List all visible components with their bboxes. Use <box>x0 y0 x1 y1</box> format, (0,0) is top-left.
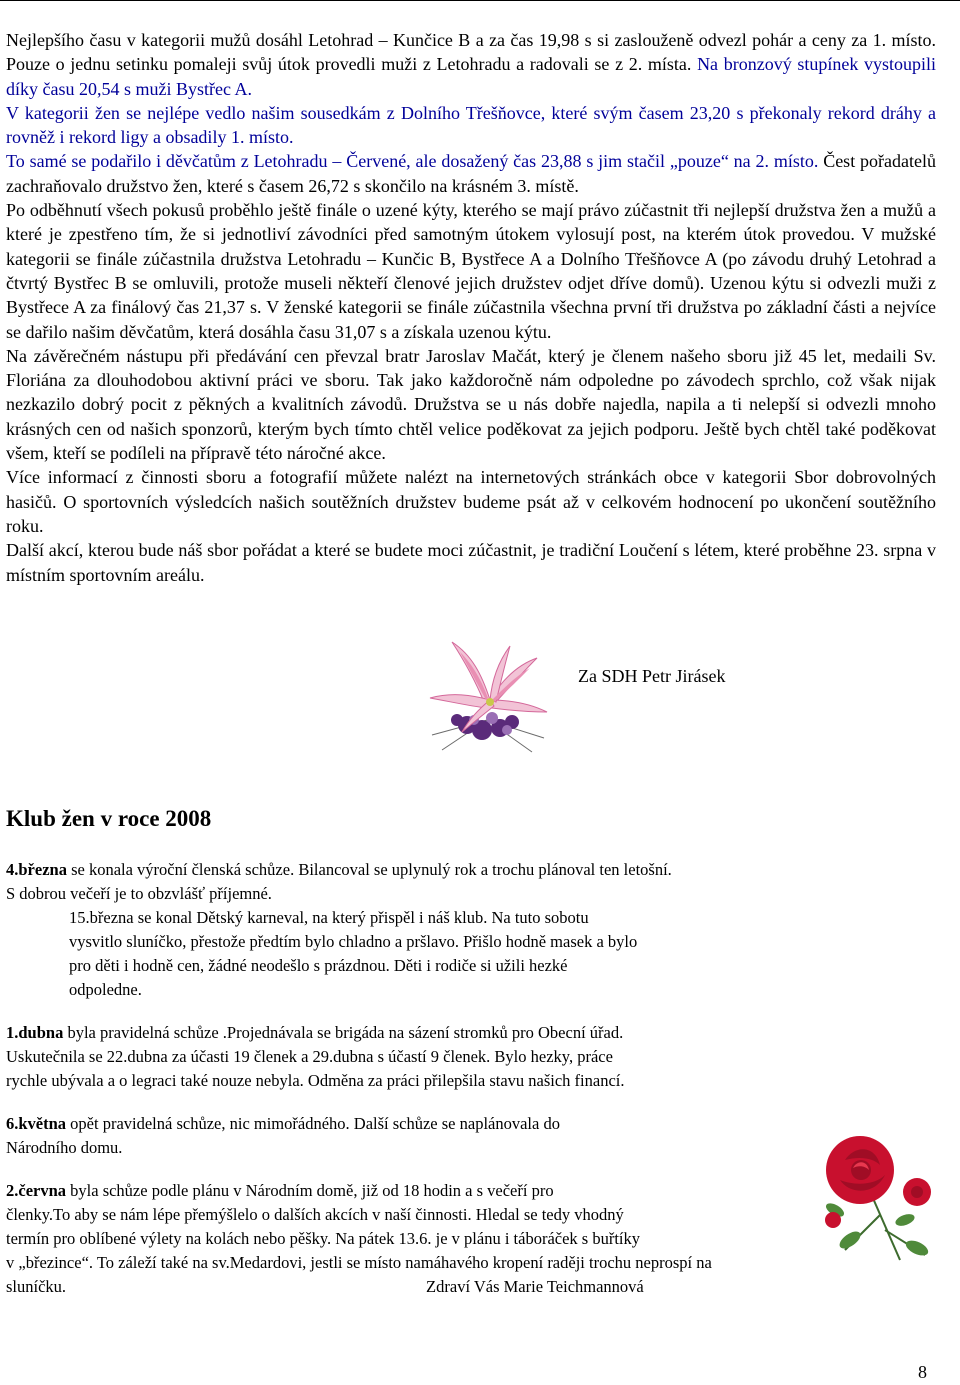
entry-date: 4.března <box>6 860 67 879</box>
entry-line: termín pro oblíbené výlety na kolách nebo pěšky. Na pátek 13.6. je v plánu i táboráček s buřtíky <box>6 1229 641 1248</box>
entry-line <box>6 1112 866 1136</box>
page-number: 8 <box>918 1362 927 1382</box>
paragraph-more-info: Více informací z činnosti sboru a fotografií můžete nalézt na internetových stránkách obce v kategorii Sbor dobrovolných hasičů. O sportovních výsledcích našich soutěžních družstev budeme psát až v celkovém hodnocení po ukončení soutěžního roku. <box>6 467 936 536</box>
entry-line <box>6 1179 866 1203</box>
entry-text: opět pravidelná schůze, nic mimořádného. Další schůze se naplánovala do <box>66 1114 560 1133</box>
paragraph-next-event: Další akcí, kterou bude náš sbor pořádat a které se budete moci zúčastnit, je tradiční Loučení s létem, které proběhne 23. srpna v místním sportovním areálu. <box>6 540 936 585</box>
klub-zen-section <box>6 858 866 1318</box>
entry-line: S dobrou večeří je to obzvlášť příjemné. <box>6 884 272 903</box>
entry-date: 1.dubna <box>6 1023 64 1042</box>
entry-line: odpoledne. <box>69 980 142 999</box>
section-title-klub-zen: Klub žen v roce 2008 <box>6 806 212 831</box>
lily-bouquet-illustration <box>412 640 562 760</box>
klub-signature: Zdraví Vás Marie Teichmannová <box>426 1277 644 1296</box>
entry-line: 15.března se konal Dětský karneval, na který přispěl i náš klub. Na tuto sobotu <box>69 908 589 927</box>
text-run-blue: To samé se podařilo i děvčatům z Letohradu – Červené, ale dosažený čas 23,88 s jim stačil „pouze“ na 2. místo. <box>6 151 819 172</box>
text-run: Nejlepšího času v kategorii mužů dosáhl Letohrad – Kunčice B a za čas 19,98 s si zaslouženě odvezl pohár a ceny za 1. místo. Pouze o jednu setinku pomaleji svůj útok provedli muži z Letohradu a radovali se z 2. místa. <box>6 30 936 75</box>
entry-line: rychle ubývala a o legraci také nouze nebyla. Odměna za práci přilepšila stavu našich financí. <box>6 1071 625 1090</box>
entry-line <box>6 858 866 882</box>
paragraph-ceremony: Na závěrečném nástupu při předávání cen převzal bratr Jaroslav Mačát, který je členem našeho sboru již 45 let, medaili Sv. Floriána za dlouhodobou aktivní práci ve sboru. Tak jako každoročně nám odpoledne po závodech sprchlo, což však nijak nezkazilo dobrý pocit z pěkných a kvalitních závodů. Družstva se u nás dobře najedla, napila a ti nelepší si odvezli mnoho krásných cen od našich sponzorů, kterým bych tímto chtěl velice poděkovat za jejich podporu. Ještě bych chtěl také poděkovat všem, kteří se podíleli na přípravě této náročné akce. <box>6 345 936 464</box>
text-run-blue: Na bronzový stupínek vystoupili díky času 20,54 s muži Bystřec A. <box>6 54 937 99</box>
paragraph-results-women: V kategorii žen se nejlépe vedlo našim sousedkám z Dolního Třešňovce, které svým časem 23,20 s překonaly rekord dráhy a rovněž i rekord ligy a obsadily 1. místo. <box>6 102 936 148</box>
paragraph-results-men <box>6 28 936 101</box>
text-run: Čest pořadatelů zachraňovalo družstvo žen, které s časem 26,72 s skončilo na krásném 3. místě. <box>6 151 936 196</box>
article-signature: Za SDH Petr Jirásek <box>578 666 726 686</box>
entry-line: Národního domu. <box>6 1138 123 1157</box>
entry-line <box>6 1275 866 1299</box>
entry-march-4 <box>6 858 866 1002</box>
article-body <box>6 28 936 587</box>
paragraph-results-women-2 <box>6 149 936 198</box>
entry-line: v „březince“. To záleží také na sv.Medardovi, jestli se místo namáhavého kropení raději trochu neprospí na <box>6 1253 712 1272</box>
entry-text: sluníčku. <box>6 1277 67 1296</box>
entry-text: se konala výroční členská schůze. Bilancoval se uplynulý rok a trochu plánoval ten letošní. <box>66 860 672 879</box>
entry-line <box>6 1021 866 1045</box>
entry-date: 6.května <box>6 1114 67 1133</box>
entry-date: 2.června <box>6 1181 67 1200</box>
rose-illustration <box>805 1120 955 1270</box>
entry-line: vysvitlo sluníčko, přestože předtím bylo chladno a pršlavo. Přišlo hodně masek a bylo <box>69 932 638 951</box>
top-rule <box>0 0 960 1</box>
entry-line: pro děti i hodně cen, žádné neodešlo s prázdnou. Děti i rodiče si užili hezké <box>69 956 568 975</box>
entry-text: byla schůze podle plánu v Národním domě, již od 18 hodin a s večeří pro <box>66 1181 554 1200</box>
entry-line: členky.To aby se nám lépe přemýšlelo o dalších akcích v naší činnosti. Hledal se tedy vhodný <box>6 1205 624 1224</box>
entry-line: Uskutečnila se 22.dubna za účasti 19 členek a 29.dubna s účastí 9 členek. Bylo hezky, práce <box>6 1047 613 1066</box>
paragraph-final: Po odběhnutí všech pokusů proběhlo ještě finále o uzené kýty, kterého se mají právo zúčastnit tři nejlepší družstva žen a mužů a které je zpestřeno tím, že si jednotliví závodníci před samotným útokem vylosují post, na kterém útok provedou. V mužské kategorii se finále zúčastnila družstva Letohradu – Kunčic B, Bystřece A a Dolního Třešňovce A (po závodu druhý Letohrad a čtvrtý Bystřec B se omluvili, protože museli někteří členové jejich družstev odjet dříve domů). Uzenou kýtu si odvezli muži z Bystřece A za finálový čas 21,37 s. V ženské kategorii se finále zúčastnila všechna první tři družstva po základní části a nejvíce se dařilo našim děvčatům, která dosáhla času 31,07 s a získala uzenou kýtu. <box>6 200 936 342</box>
entry-june-2 <box>6 1179 866 1299</box>
entry-may-6 <box>6 1112 866 1160</box>
entry-text: byla pravidelná schůze .Projednávala se brigáda na sázení stromků pro Obecní úřad. <box>63 1023 624 1042</box>
entry-april-1 <box>6 1021 866 1093</box>
